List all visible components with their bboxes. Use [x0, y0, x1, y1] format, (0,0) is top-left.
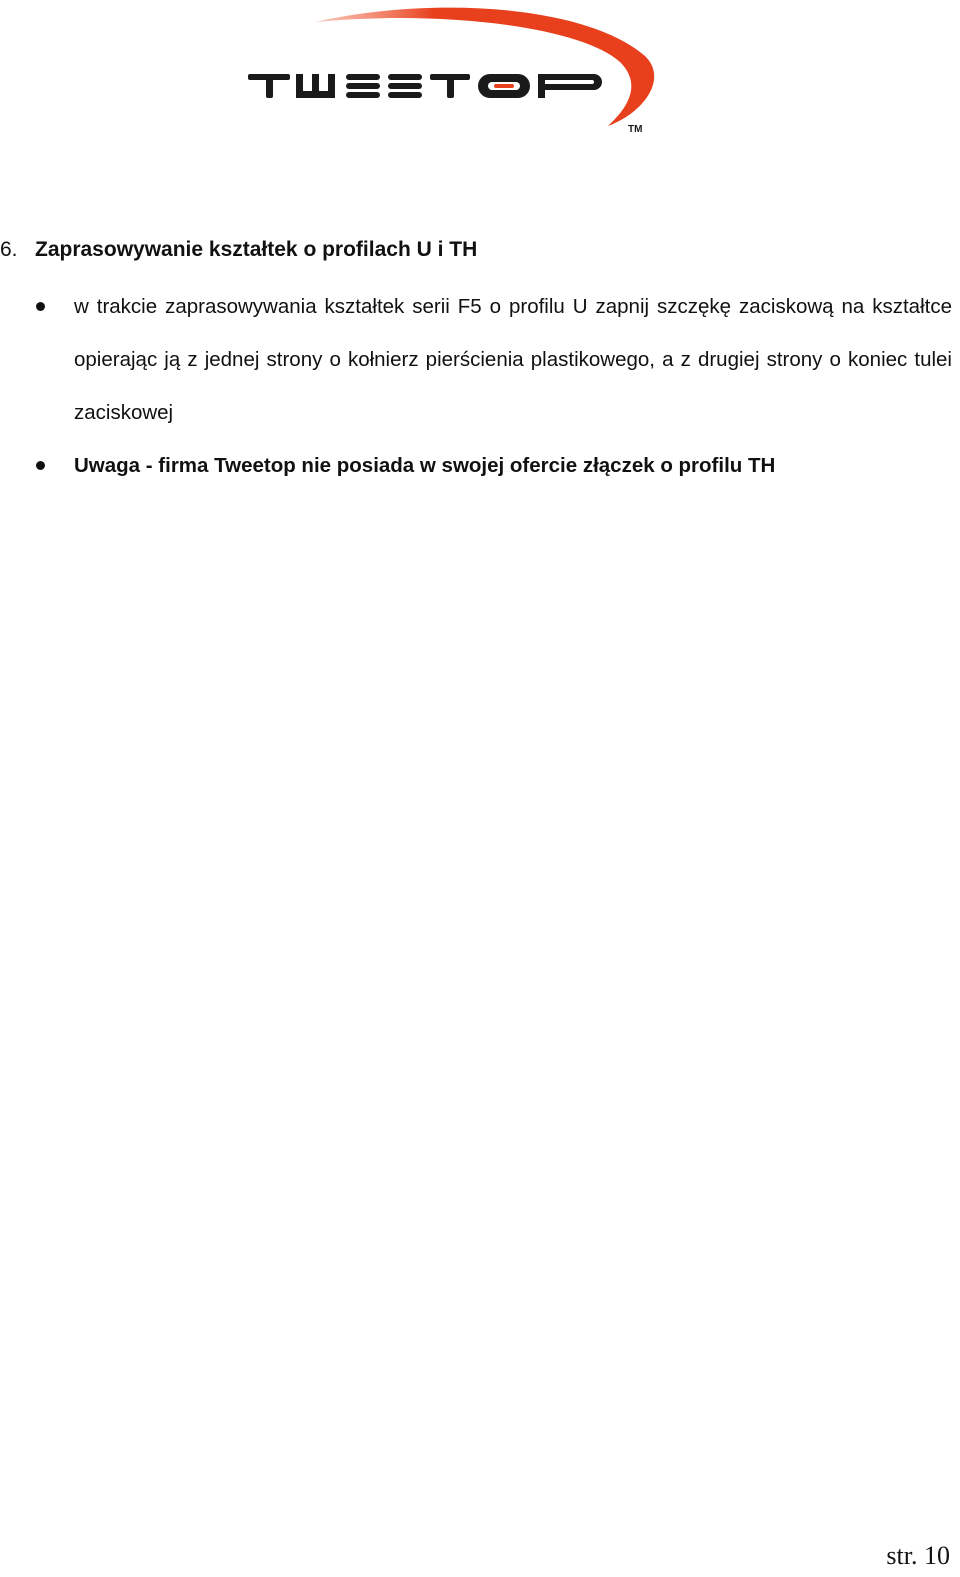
tweetop-logo-graphic [240, 4, 660, 144]
section-number: 6. [0, 238, 18, 261]
page-number: str. 10 [886, 1541, 950, 1570]
section-heading [0, 238, 940, 262]
list-item-text: w trakcie zaprasowywania kształtek serii F5 o profilu U zapnij szczękę zaciskową na kształtce opierając ją z jednej strony o kołnierz pierścienia plastikowego, a z drugiej strony o koniec tulei zaciskowej [74, 295, 952, 424]
bullet-dot-icon [36, 461, 45, 470]
logo-swoosh [315, 8, 654, 126]
bullet-list [0, 280, 960, 492]
list-item-text: Uwaga - firma Tweetop nie posiada w swojej ofercie złączek o profilu TH [74, 454, 776, 477]
list-item [0, 280, 960, 439]
list-item-warning [0, 439, 960, 492]
tweetop-logo [240, 4, 660, 144]
logo-wordmark [248, 74, 602, 98]
bullet-dot-icon [36, 302, 45, 311]
logo-trademark: TM [628, 124, 643, 135]
section-title: Zaprasowywanie kształtek o profilach U i TH [35, 238, 478, 261]
